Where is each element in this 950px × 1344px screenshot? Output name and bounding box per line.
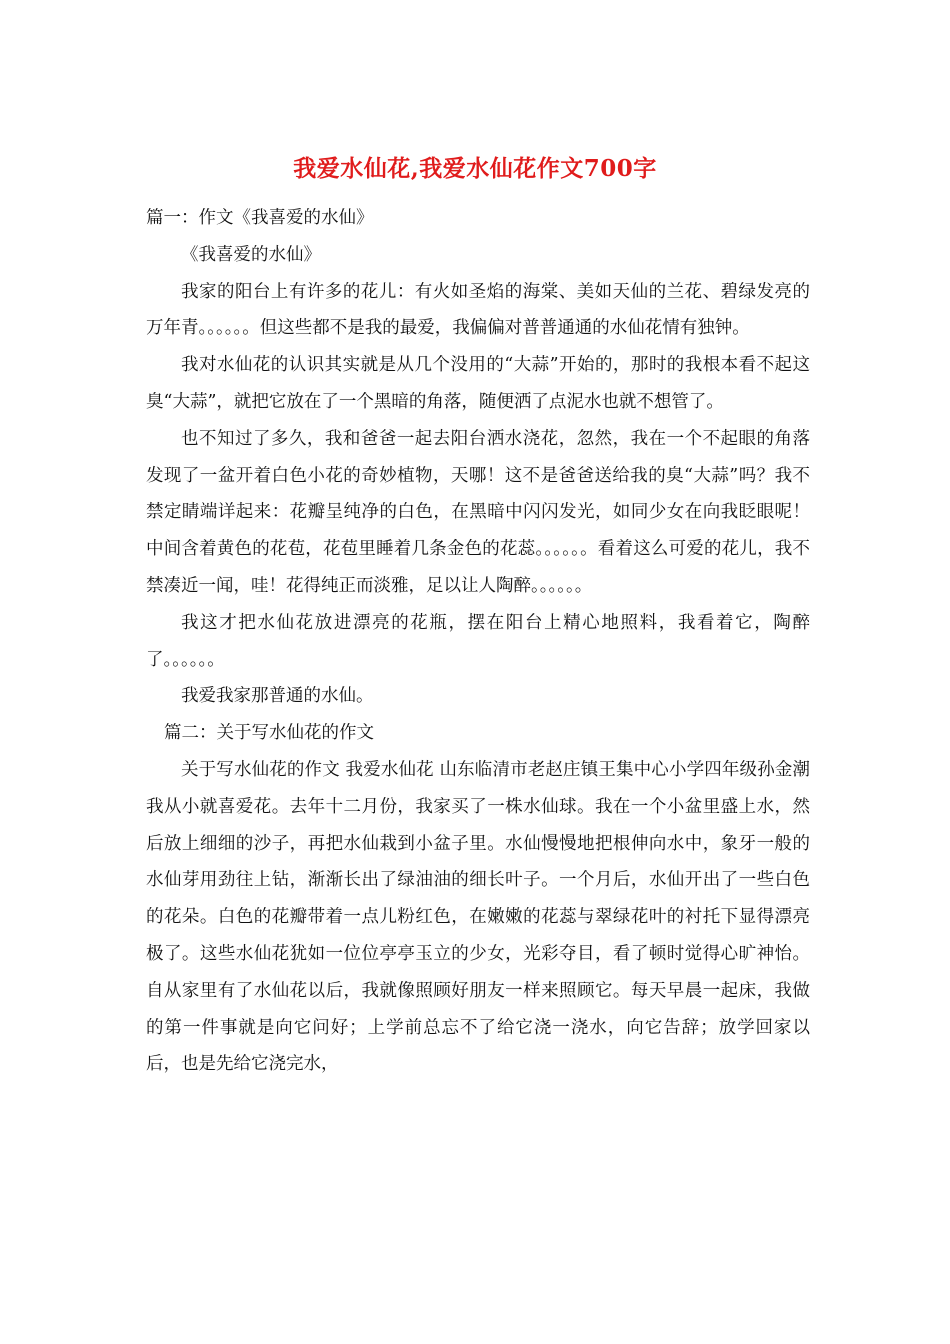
document-title: 我爱水仙花,我爱水仙花作文700字 — [293, 155, 657, 182]
paragraph: 我家的阳台上有许多的花儿：有火如圣焰的海棠、美如天仙的兰花、碧绿发亮的万年青。。。。。。但这些都不是我的最爱，我偏偏对普普通通的水仙花情有独钟。 — [146, 281, 810, 339]
paragraph: 我对水仙花的认识其实就是从几个没用的“大蒜”开始的，那时的我根本看不起这臭“大蒜”，就把它放在了一个黑暗的角落，随便洒了点泥水也就不想管了。 — [146, 355, 810, 412]
document-body — [146, 200, 810, 1083]
essay-subtitle: 《我喜爱的水仙》 — [181, 244, 321, 265]
paragraph: 我爱我家那普通的水仙。 — [181, 686, 374, 707]
section-heading-1: 篇一：作文《我喜爱的水仙》 — [146, 208, 374, 228]
paragraph: 关于写水仙花的作文 我爱水仙花 山东临清市老赵庄镇王集中心小学四年级孙金潮 我从小就喜爱花。去年十二月份，我家买了一株水仙球。我在一个小盆里盛上水，然后放上细细的沙子，再把水仙栽到小盆子里。水仙慢慢地把根伸向水中，象牙一般的水仙芽用劲往上钻，渐渐长出了绿油油的细长叶子。一个月后，水仙开出了一些白色的花朵。白色的花瓣带着一点儿粉红色，在嫩嫩的花蕊与翠绿花叶的衬托下显得漂亮极了。这些水仙花犹如一位位亭亭玉立的少女，光彩夺目，看了顿时觉得心旷神怡。 自从家里有了水仙花以后，我就像照顾好朋友一样来照顾它。每天早晨一起床，我做的第一件事就是向它问好；上学前总忘不了给它浇一浇水，向它告辞；放学回家以后，也是先给它浇完水， — [146, 759, 810, 1075]
paragraph: 也不知过了多久，我和爸爸一起去阳台洒水浇花，忽然，我在一个不起眼的角落发现了一盆开着白色小花的奇妙植物，天哪！这不是爸爸送给我的臭“大蒜”吗？我不禁定睛端详起来：花瓣呈纯净的白色，在黑暗中闪闪发光，如同少女在向我眨眼呢！中间含着黄色的花苞，花苞里睡着几条金色的花蕊。。。。。。看着这么可爱的花儿，我不禁凑近一闻，哇！花得纯正而淡雅，足以让人陶醉。。。。。。 — [146, 428, 810, 596]
section-heading-2: 篇二：关于写水仙花的作文 — [164, 723, 374, 744]
paragraph: 我这才把水仙花放进漂亮的花瓶，摆在阳台上精心地照料，我看着它，陶醉了。。。。。。 — [146, 612, 810, 670]
